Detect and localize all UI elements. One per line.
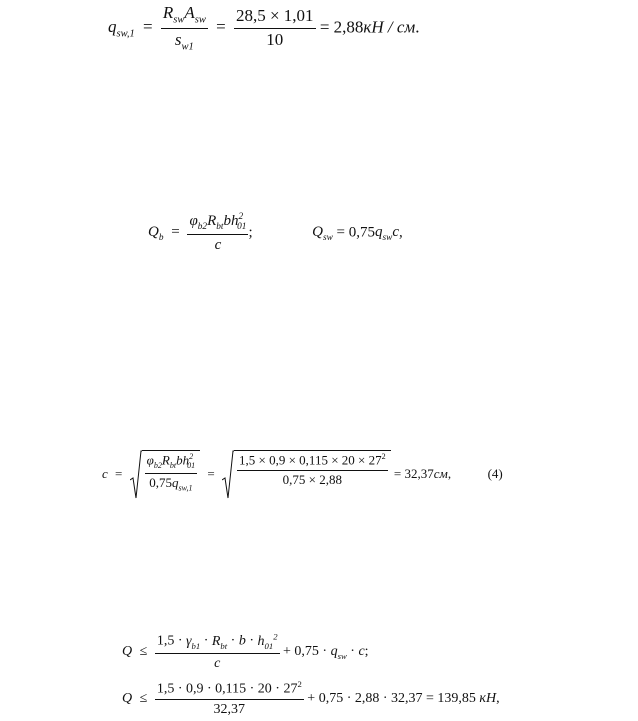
equation-q-symbolic: Q ≤ $\frac{1,5 \cdot \gamma_{b1} \cdot R_{bt} \cdot b \cdot h_{01}^2}{c}$ + $0,75 \cdot q_{sw} \cdot c$; xyxy=(122,631,369,671)
eq1-lhs: $q_{sw,1}$ xyxy=(108,17,135,40)
eq2-right-q: $q_{sw}c$ xyxy=(375,224,399,244)
eq1-fraction-symbolic: $\frac{R_{sw}A_{sw}}{s_{w1}}$ xyxy=(162,3,206,53)
equation-c-sqrt: c = $\frac{\varphi_{b2}R_{bt}bh^2_{01}}{0,75q_{sw,1}}$ = $\frac{1,5 \times 0,9 \times 0,115 \times 20 \times 27^2}{0,75 \times 2,88}$ = 32,37см, (4) xyxy=(102,450,503,500)
eq1-result: = 2,88 xyxy=(319,17,364,37)
radical-icon xyxy=(130,450,142,500)
equation-qb-qsw: $Q_b$ = $\frac{\varphi_{b2}R_{bt}bh^2_{01}}{c}$ ; $Q_{sw} = 0,75q_{sw}c$, xyxy=(148,212,403,254)
eq3-unit: см xyxy=(433,465,448,481)
eq5-rest: + 0,75 · 2,88 · 32,37 = 139,85 xyxy=(307,690,476,706)
eq2-left-fraction: $\frac{\varphi_{b2}R_{bt}bh^2_{01}}{c}$ xyxy=(189,212,247,254)
eq3-number: (4) xyxy=(487,465,503,481)
eq5-lhs: Q xyxy=(122,690,133,706)
eq2-right-lhs: $Q_{sw}$ xyxy=(312,224,333,244)
eq5-unit: кН xyxy=(479,690,497,706)
eq3-sqrt-numeric: $\frac{1,5 \times 0,9 \times 0,115 \times 20 \times 27^2}{0,75 \times 2,88}$ xyxy=(222,450,391,500)
radical-icon xyxy=(222,450,234,500)
eq4-lhs: Q xyxy=(122,643,133,659)
eq1-unit: кН / см xyxy=(363,17,416,37)
eq4-fraction: $\frac{1,5 \cdot \gamma_{b1} \cdot R_{bt} \cdot b \cdot h_{01}^2}{c}$ xyxy=(156,631,278,671)
eq3-lhs: c xyxy=(102,465,108,481)
eq3-sqrt-symbolic: $\frac{\varphi_{b2}R_{bt}bh^2_{01}}{0,75q_{sw,1}}$ xyxy=(130,450,201,500)
eq2-right-coef: = 0,75 xyxy=(336,224,375,241)
eq5-fraction: $\frac{1,5 \cdot 0,9 \cdot 0,115 \cdot 20 \cdot 27^2}{32,37}$ xyxy=(156,679,302,718)
eq1-fraction-numeric: $\frac{28,5 \times 1,01}{10}$ xyxy=(235,6,314,49)
eq2-left-lhs: $Q_b$ xyxy=(148,224,164,244)
eq3-result: = 32,37 xyxy=(393,465,434,481)
equation-qsw1: $q_{sw,1}$ = $\frac{R_{sw}A_{sw}}{s_{w1}}$ = $\frac{28,5 \times 1,01}{10}$ = 2,88кН / см. xyxy=(108,3,420,53)
equation-q-numeric: Q ≤ $\frac{1,5 \cdot 0,9 \cdot 0,115 \cdot 20 \cdot 27^2}{32,37}$ + 0,75 · 2,88 · 32,37 = 139,85 кН, xyxy=(122,679,500,718)
